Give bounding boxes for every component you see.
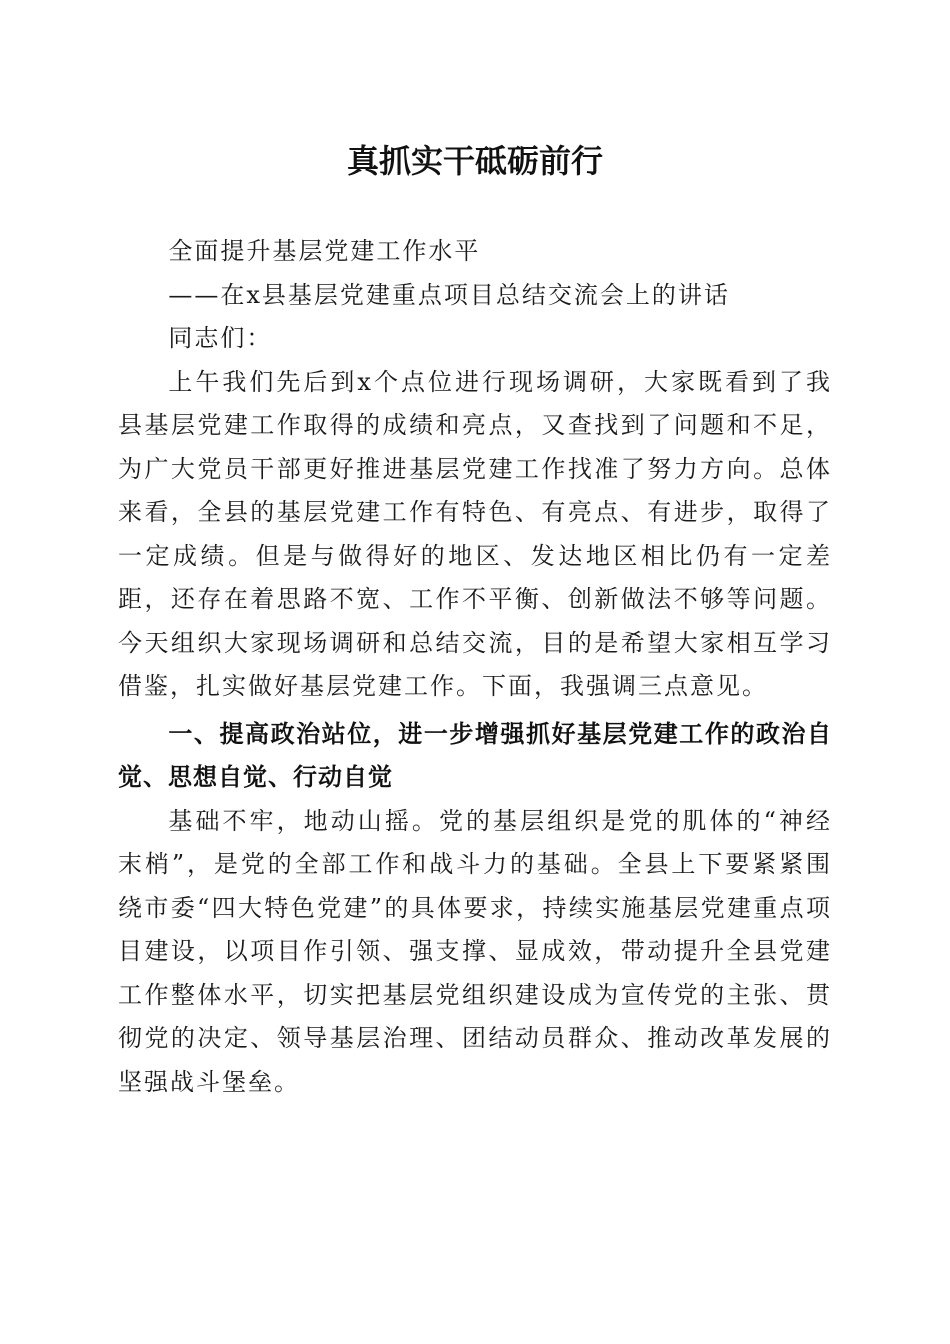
section-1-heading: 一、提高政治站位，进一步增强抓好基层党建工作的政治自觉、思想自觉、行动自觉 [118,719,832,791]
intro-paragraph: 上午我们先后到x个点位进行现场调研，大家既看到了我县基层党建工作取得的成绩和亮点，又查找到了问题和不足，为广大党员干部更好推进基层党建工作找准了努力方向。总体来看，全县的基层党建工作有特色、有亮点、有进步，取得了一定成绩。但是与做得好的地区、发达地区相比仍有一定差距，还存在着思路不宽、工作不平衡、创新做法不够等问题。今天组织大家现场调研和总结交流，目的是希望大家相互学习借鉴，扎实做好基层党建工作。下面，我强调三点意见。 [118,367,832,700]
section-1-paragraph: 基础不牢，地动山摇。党的基层组织是党的肌体的“神经末梢”，是党的全部工作和战斗力的基础。全县上下要紧紧围绕市委“四大特色党建”的具体要求，持续实施基层党建重点项目建设，以项目作引领、强支撑、显成效，带动提升全县党建工作整体水平，切实把基层党组织建设成为宣传党的主张、贯彻党的决定、领导基层治理、团结动员群众、推动改革发展的坚强战斗堡垒。 [118,806,832,1096]
document-byline: ——在x县基层党建重点项目总结交流会上的讲话 [168,280,730,309]
document-title: 真抓实干砥砺前行 [346,142,603,180]
document-subtitle: 全面提升基层党建工作水平 [168,237,481,265]
salutation: 同志们： [168,324,273,352]
document-body [118,230,832,1104]
